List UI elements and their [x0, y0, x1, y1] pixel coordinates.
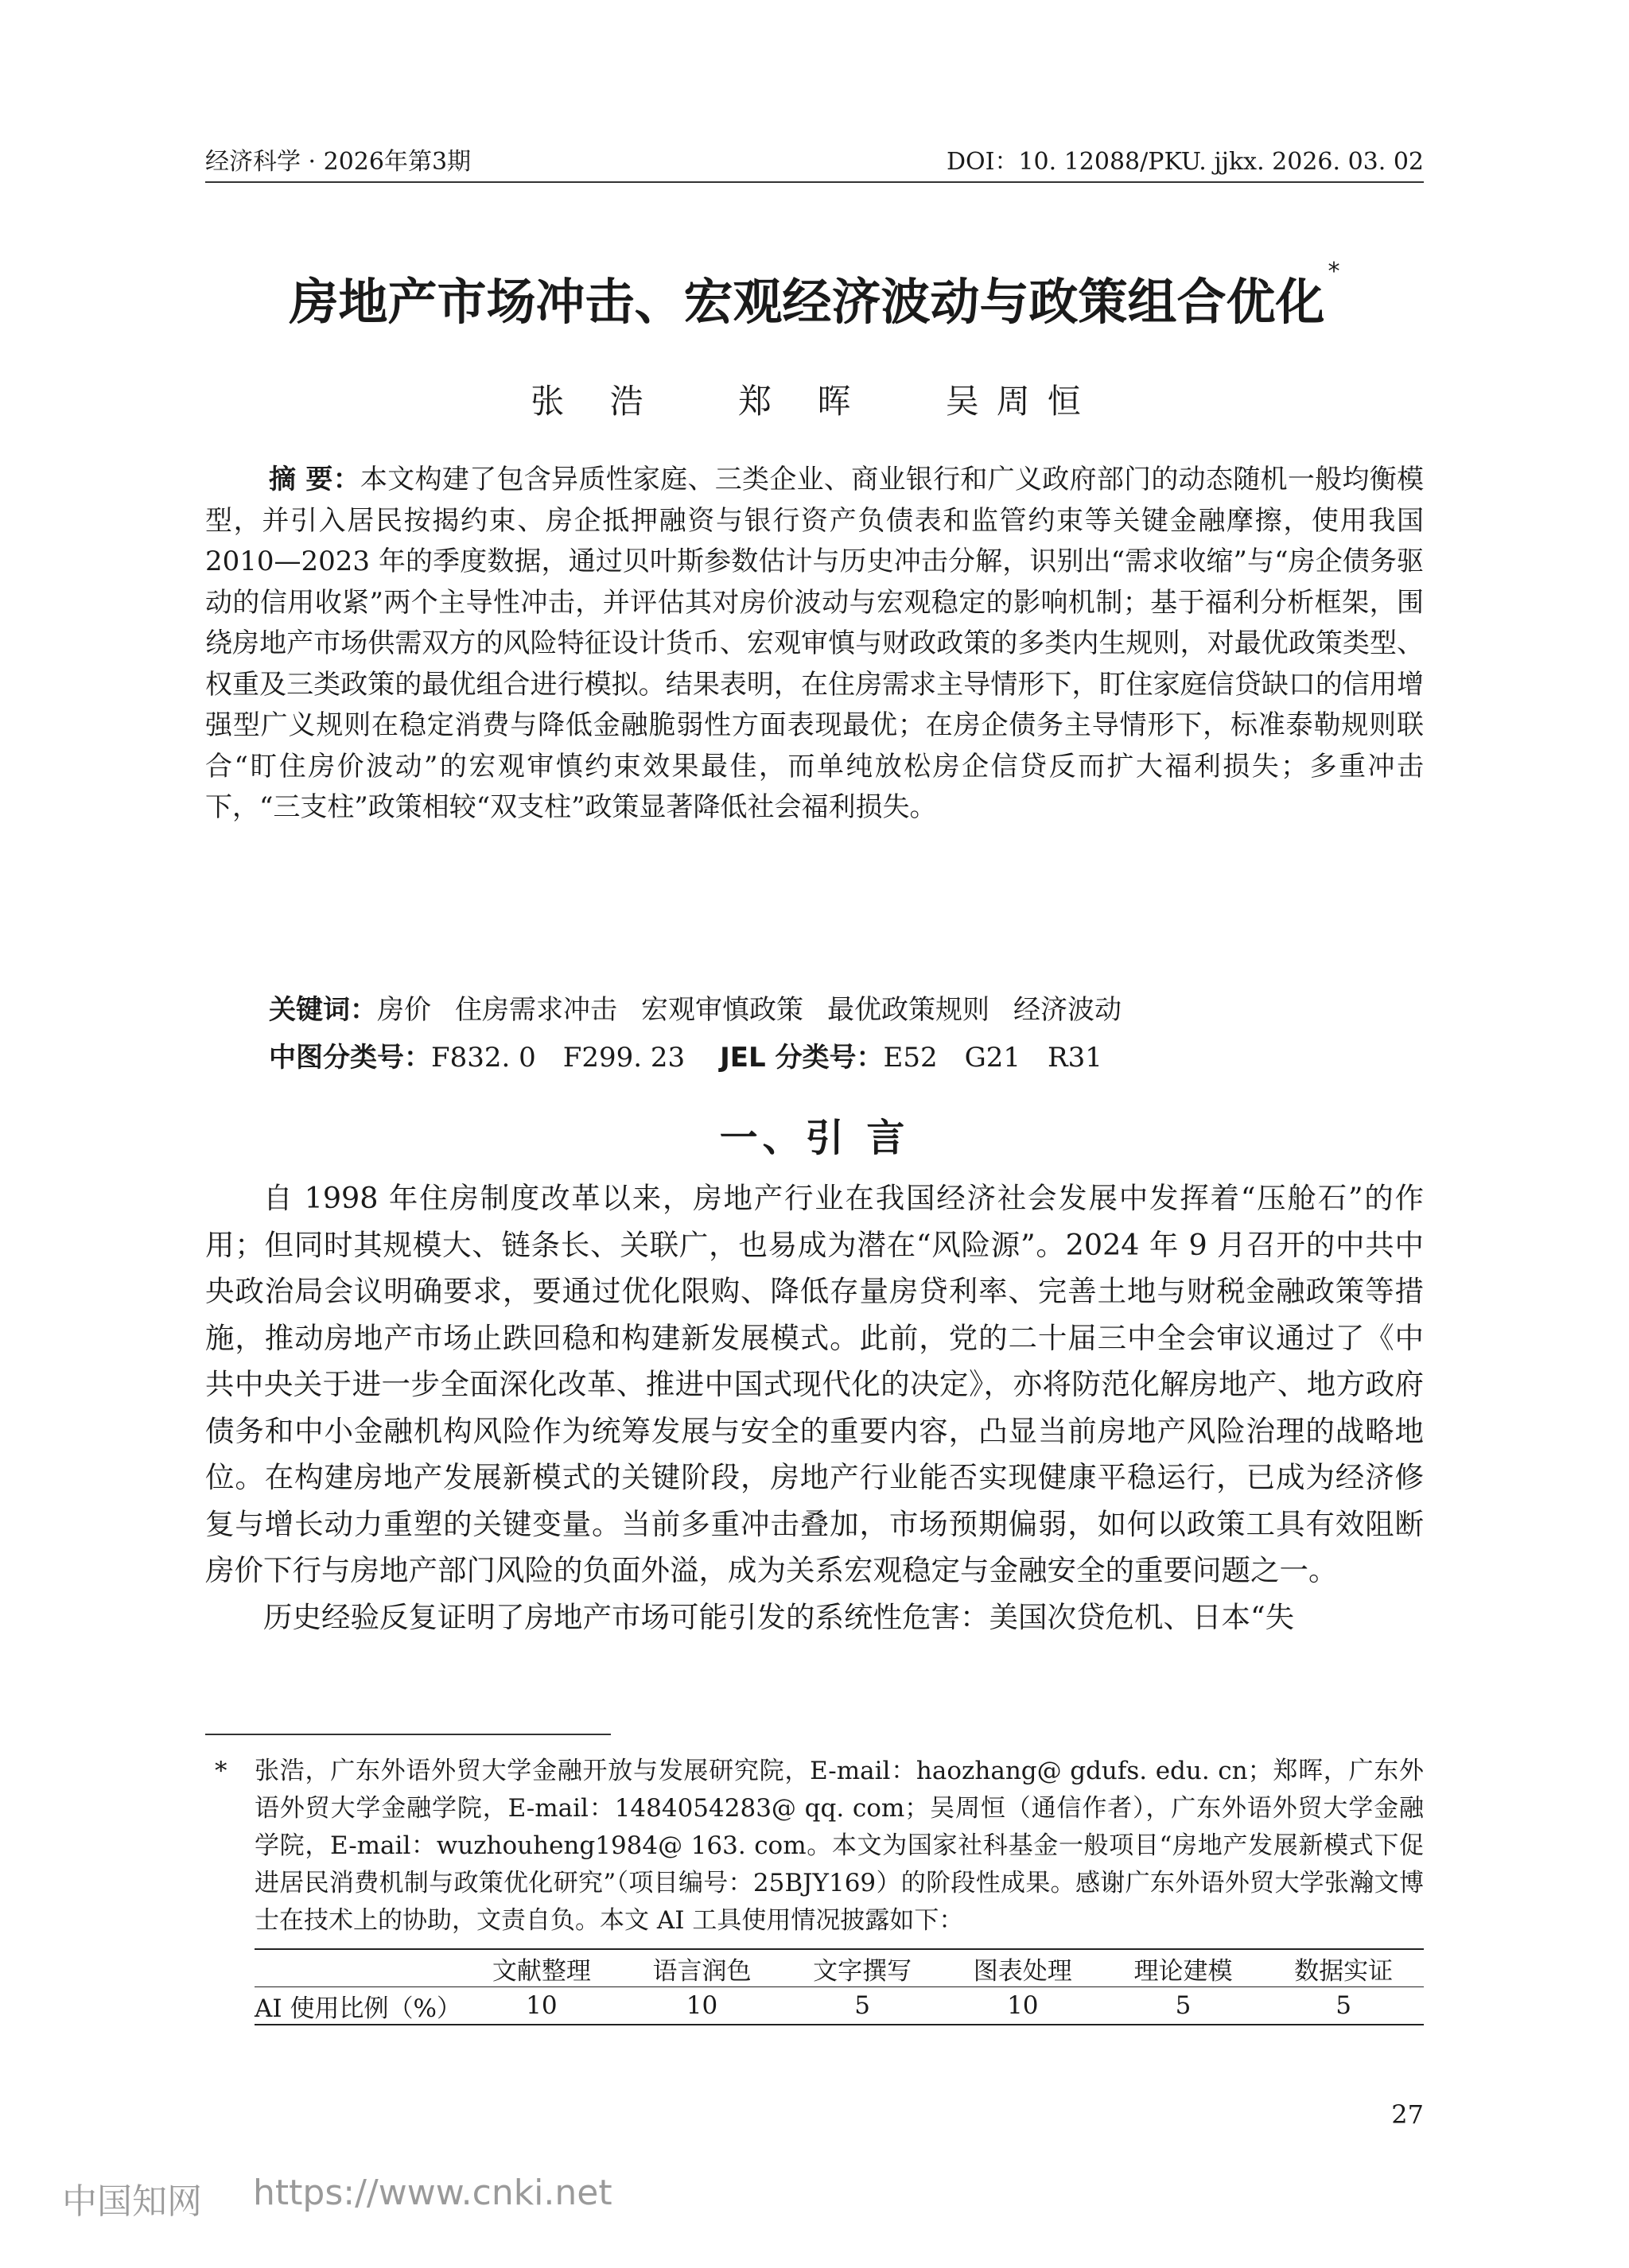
cnki-watermark-url: https://www.cnki.net	[253, 2173, 612, 2213]
keyword: 房价	[377, 994, 431, 1026]
body-paragraph: 自 1998 年住房制度改革以来，房地产行业在我国经济社会发展中发挥着“压舱石”的作用；但同时其规模大、链条长、关联广，也易成为潜在“风险源”。2024 年 9 月召开的中共中央政治局会议明确要求，要通过优化限购、降低存量房贷利率、完善土地与财税金融政策等措施，推动房地产市场止跌回稳和构建新发展模式。此前，党的二十届三中全会审议通过了《中共中央关于进一步全面深化改革、推进中国式现代化的决定》，亦将防范化解房地产、地方政府债务和中小金融机构风险作为统筹发展与安全的重要内容，凸显当前房地产风险治理的战略地位。在构建房地产发展新模式的关键阶段，房地产行业能否实现健康平稳运行，已成为经济修复与增长动力重塑的关键变量。当前多重冲击叠加，市场预期偏弱，如何以政策工具有效阻断房价下行与房地产部门风险的负面外溢，成为关系宏观稳定与金融安全的重要问题之一。	[205, 1181, 1424, 1587]
page-number: 27	[1391, 2099, 1424, 2130]
footnote	[205, 1753, 1424, 1940]
jel-code: R31	[1048, 1042, 1102, 1074]
body-paragraph: 历史经验反复证明了房地产市场可能引发的系统性危害：美国次贷危机、日本“失	[263, 1599, 1295, 1634]
table-cell: 5	[782, 1987, 943, 2025]
table-cell: 5	[1263, 1987, 1424, 2025]
table-cell: 10	[943, 1987, 1103, 2025]
journal-header: 经济科学 · 2026年第3期	[205, 148, 472, 176]
footnote-rule	[205, 1734, 611, 1735]
title-text: 房地产市场冲击、宏观经济波动与政策组合优化	[289, 273, 1325, 331]
classification-codes	[269, 1035, 1424, 1074]
abstract	[205, 460, 1424, 829]
keywords	[269, 988, 1424, 1027]
table-column-header: 数据实证	[1263, 1949, 1424, 1987]
footnote-text: 张浩，广东外语外贸大学金融开放与发展研究院，E-mail：haozhang@ gdufs. edu. cn；郑晖，广东外语外贸大学金融学院，E-mail：1484054283@ qq. com；吴周恒（通信作者），广东外语外贸大学金融学院，E-mail：wuzhouheng1984@ 163. com。本文为国家社科基金一般项目“房地产发展新模式下促进居民消费机制与政策优化研究”（项目编号：25BJY169）的阶段性成果。感谢广东外语外贸大学张瀚文博士在技术上的协助，文责自负。本文 AI 工具使用情况披露如下：	[255, 1757, 1424, 1935]
clc-code: F299. 23	[562, 1042, 686, 1074]
section-heading	[205, 1107, 1424, 1162]
table-column-header: 图表处理	[943, 1949, 1103, 1987]
table-cell: 10	[622, 1987, 783, 2025]
table-row	[255, 1987, 1424, 2025]
author-name: 郑 晖	[737, 382, 869, 421]
table-column-header: 语言润色	[622, 1949, 783, 1987]
table-row-label: AI 使用比例（%）	[255, 1987, 461, 2025]
author-name: 吴周恒	[945, 382, 1098, 421]
footnote-mark: *	[215, 1757, 227, 1785]
keyword: 最优政策规则	[827, 994, 989, 1026]
keywords-label: 关键词：	[269, 994, 377, 1026]
body-text	[205, 1175, 1424, 1641]
table-column-header: 理论建模	[1103, 1949, 1264, 1987]
ai-usage-table	[255, 1948, 1424, 2025]
author-list	[205, 375, 1424, 423]
table-header-row	[255, 1949, 1424, 1987]
table-cell: 5	[1103, 1987, 1264, 2025]
author-name: 张 浩	[531, 382, 661, 421]
clc-label: 中图分类号：	[269, 1042, 431, 1074]
keyword: 住房需求冲击	[455, 994, 617, 1026]
section-title: 一、引 言	[719, 1116, 910, 1160]
cnki-watermark-logo: 中国知网	[62, 2181, 202, 2222]
title-footnote-mark: *	[1328, 258, 1340, 285]
table-column-header: 文字撰写	[782, 1949, 943, 1987]
jel-code: E52	[883, 1042, 938, 1074]
doi-header: DOI：10. 12088/PKU. jjkx. 2026. 03. 02	[946, 148, 1424, 176]
article-title	[205, 258, 1424, 333]
clc-code: F832. 0	[431, 1042, 536, 1074]
keyword: 宏观审慎政策	[641, 994, 803, 1026]
header-rule	[205, 181, 1424, 183]
table-cell: 10	[461, 1987, 622, 2025]
abstract-text: 本文构建了包含异质性家庭、三类企业、商业银行和广义政府部门的动态随机一般均衡模型，并引入居民按揭约束、房企抵押融资与银行资产负债表和监管约束等关键金融摩擦，使用我国 2010—2023 年的季度数据，通过贝叶斯参数估计与历史冲击分解，识别出“需求收缩”与“房企债务驱动的信用收紧”两个主导性冲击，并评估其对房价波动与宏观稳定的影响机制；基于福利分析框架，围绕房地产市场供需双方的风险特征设计货币、宏观审慎与财政政策的多类内生规则，对最优政策类型、权重及三类政策的最优组合进行模拟。结果表明，在住房需求主导情形下，盯住家庭信贷缺口的信用增强型广义规则在稳定消费与降低金融脆弱性方面表现最优；在房企债务主导情形下，标准泰勒规则联合“盯住房价波动”的宏观审慎约束效果最佳，而单纯放松房企信贷反而扩大福利损失；多重冲击下，“三支柱”政策相较“双支柱”政策显著降低社会福利损失。	[205, 464, 1424, 823]
keyword: 经济波动	[1013, 994, 1122, 1026]
jel-code: G21	[964, 1042, 1021, 1074]
abstract-label: 摘 要：	[269, 464, 360, 495]
table-column-header: 文献整理	[461, 1949, 622, 1987]
jel-label: JEL 分类号：	[720, 1042, 884, 1074]
table-corner-cell	[255, 1949, 461, 1987]
